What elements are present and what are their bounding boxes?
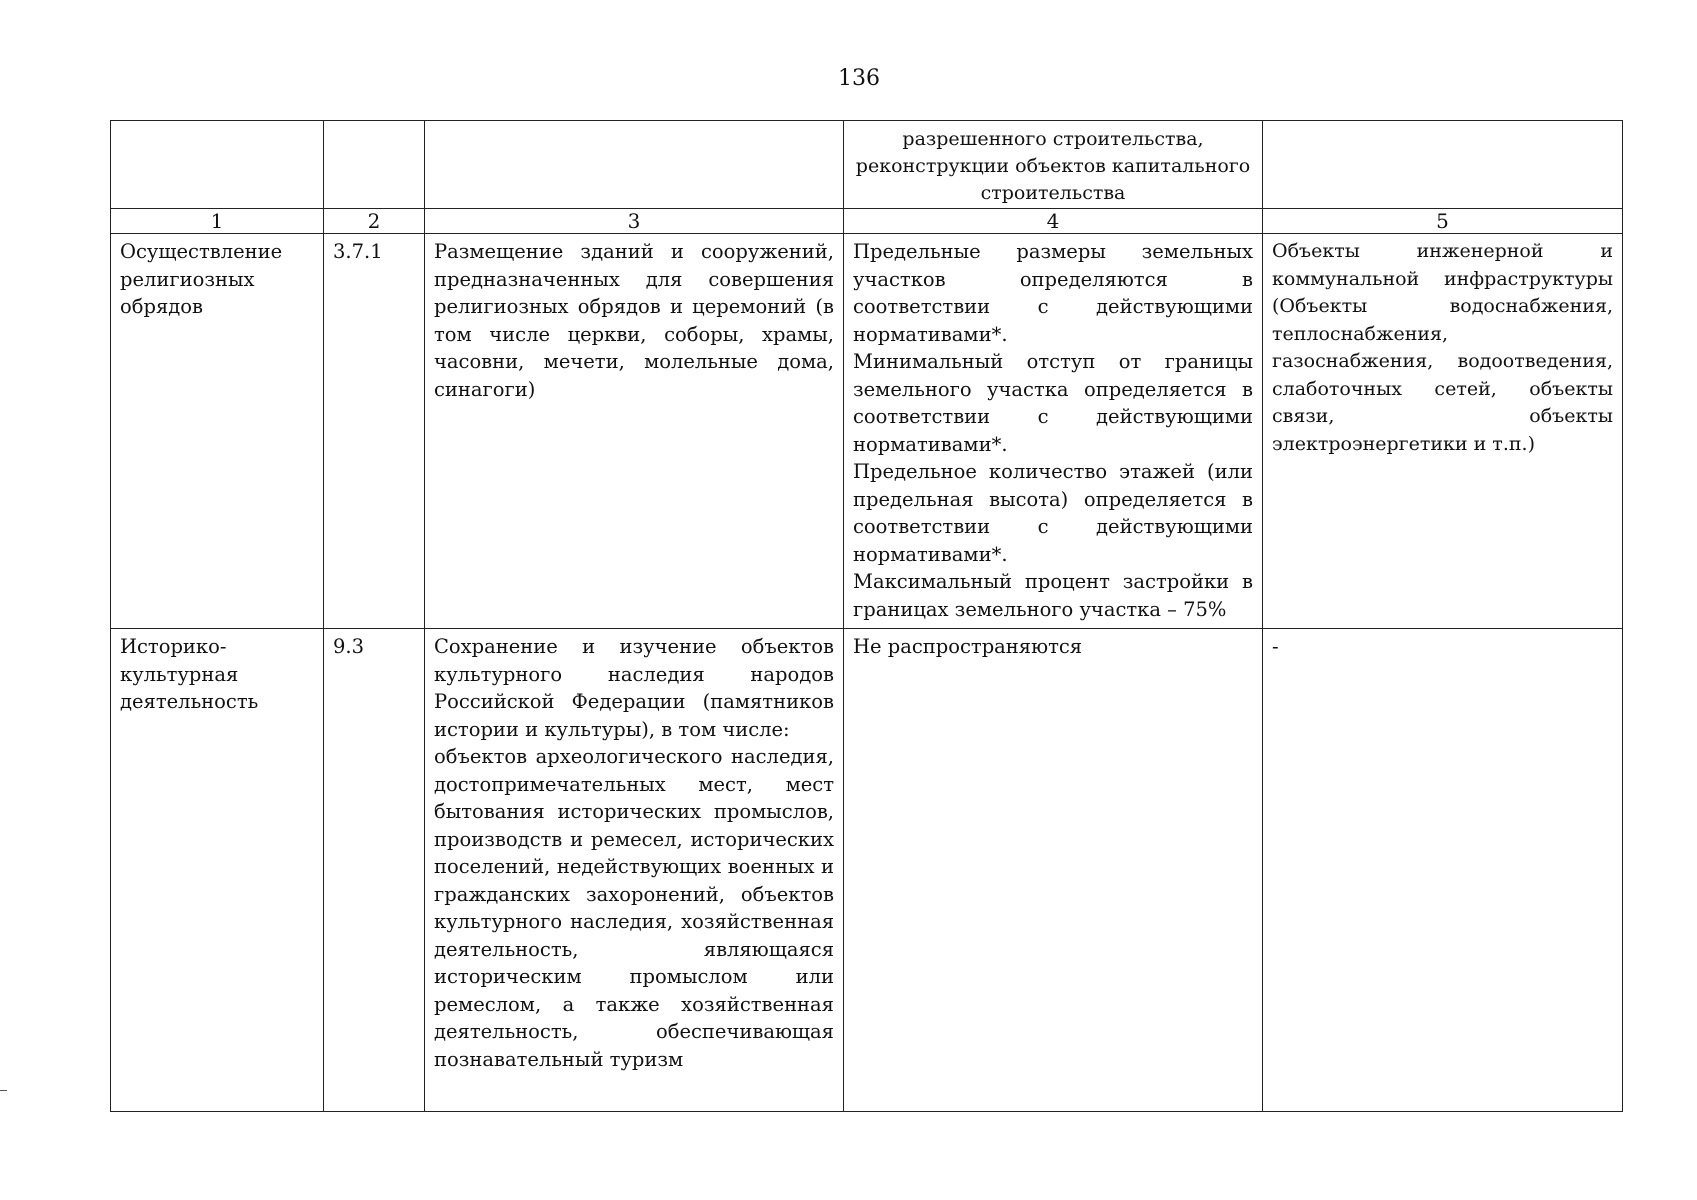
- land-use-table: [110, 120, 1623, 1112]
- column-number: 4: [844, 209, 1263, 234]
- cont-cell-3: [425, 121, 844, 209]
- use-type-description: Размещение зданий и сооружений, предназначенных для совершения религиозных обрядов и церемоний (в том числе церкви, соборы, храмы, часовни, мечети, молельные дома, синагоги): [425, 234, 844, 629]
- column-number: 2: [324, 209, 425, 234]
- scan-mark: [0, 1090, 7, 1091]
- table-row: [111, 234, 1623, 629]
- description-part: объектов археологического наследия, достопримечательных мест, мест бытования исторических промыслов, производств и ремесел, исторических поселений, недействующих военных и гражданских захоронений, объектов культурного наследия, хозяйственная деятельность, являющаяся историческим промыслом или ремеслом, а также хозяйственная деятельность, обеспечивающая познавательный туризм: [434, 745, 834, 1071]
- table-row: [111, 629, 1623, 1112]
- parameter-item: Предельные размеры земельных участков определяются в соответствии с действующими нормативами*.: [853, 240, 1253, 346]
- cont-cell-2: [324, 121, 425, 209]
- parameter-item: Минимальный отступ от границы земельного участка определяется в соответствии с действующими нормативами*.: [853, 350, 1253, 456]
- description-part: Сохранение и изучение объектов культурного наследия народов Российской Федерации (памятников истории и культуры), в том числе:: [434, 635, 834, 741]
- continuation-row: [111, 121, 1623, 209]
- cont-cell-1: [111, 121, 324, 209]
- use-type-name: Историко-культурная деятельность: [111, 629, 324, 1112]
- parameter-item: Максимальный процент застройки в границах земельного участка – 75%: [853, 570, 1253, 621]
- column-number: 1: [111, 209, 324, 234]
- cont-cell-4: разрешенного строительства, реконструкции объектов капитального строительства: [844, 121, 1263, 209]
- use-type-name: Осуществление религиозных обрядов: [111, 234, 324, 629]
- auxiliary-uses: -: [1263, 629, 1623, 1112]
- page-number: 136: [838, 66, 880, 91]
- use-type-description: [425, 629, 844, 1112]
- column-number-row: [111, 209, 1623, 234]
- use-type-parameters: Не распространяются: [844, 629, 1263, 1112]
- use-type-parameters: [844, 234, 1263, 629]
- parameter-item: Предельное количество этажей (или предельная высота) определяется в соответствии с действующими нормативами*.: [853, 460, 1253, 566]
- use-type-code: 3.7.1: [324, 234, 425, 629]
- use-type-code: 9.3: [324, 629, 425, 1112]
- column-number: 3: [425, 209, 844, 234]
- column-number: 5: [1263, 209, 1623, 234]
- auxiliary-uses: Объекты инженерной и коммунальной инфраструктуры (Объекты водоснабжения, теплоснабжения, газоснабжения, водоотведения, слаботочных сетей, объекты связи, объекты электроэнергетики и т.п.): [1263, 234, 1623, 629]
- cont-cell-5: [1263, 121, 1623, 209]
